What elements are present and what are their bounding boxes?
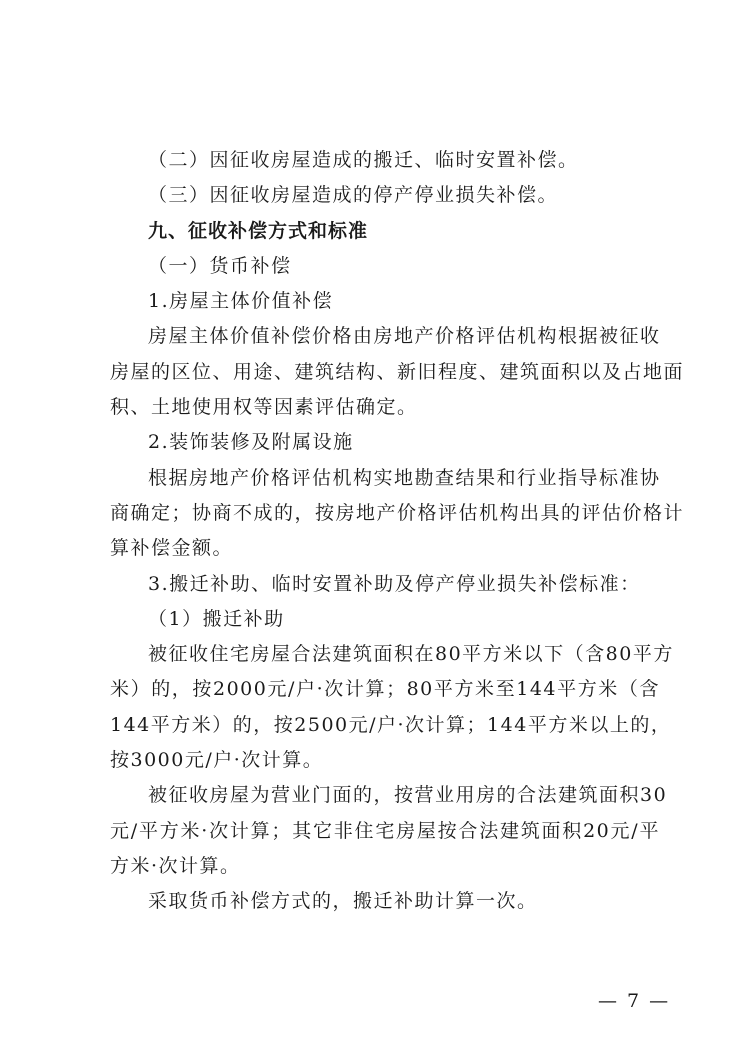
- section-heading-compensation-methods: 九、征收补偿方式和标准: [148, 219, 369, 242]
- paragraph-line: 商确定；协商不成的，按房地产价格评估机构出具的评估价格计: [110, 501, 685, 524]
- paragraph-line: 按3000元/户·次计算。: [110, 749, 324, 772]
- item-heading-house-value: 1.房屋主体价值补偿: [148, 290, 334, 313]
- page-number: — 7 —: [598, 990, 671, 1012]
- paragraph-relocation-compensation: （二）因征收房屋造成的搬迁、临时安置补偿。: [148, 149, 579, 171]
- document-body: [110, 143, 685, 920]
- subheading-monetary-compensation: （一）货币补偿: [148, 254, 292, 277]
- item-heading-subsidy-standards: 3.搬迁补助、临时安置补助及停产停业损失补偿标准：: [148, 572, 641, 595]
- subitem-heading-relocation-subsidy: （1）搬迁补助: [148, 607, 285, 630]
- paragraph-line: 被征收住宅房屋合法建筑面积在80平方米以下（含80平方: [148, 643, 674, 666]
- paragraph-line: 米）的，按2000元/户·次计算；80平方米至144平方米（含: [110, 678, 660, 701]
- paragraph-line: 采取货币补偿方式的，搬迁补助计算一次。: [148, 890, 538, 913]
- item-heading-decoration: 2.装饰装修及附属设施: [148, 431, 354, 454]
- paragraph-line: 算补偿金额。: [110, 537, 234, 560]
- paragraph-line: 房屋的区位、用途、建筑结构、新旧程度、建筑面积以及占地面: [110, 360, 685, 383]
- paragraph-line: 积、土地使用权等因素评估确定。: [110, 396, 418, 419]
- paragraph-line: 方米·次计算。: [110, 854, 241, 877]
- paragraph-line: 元/平方米·次计算；其它非住宅房屋按合法建筑面积20元/平: [110, 819, 660, 842]
- paragraph-line: 根据房地产价格评估机构实地勘查结果和行业指导标准协: [148, 466, 661, 489]
- paragraph-line: 房屋主体价值补偿价格由房地产价格评估机构根据被征收: [148, 325, 661, 348]
- paragraph-line: 被征收房屋为营业门面的，按营业用房的合法建筑面积30: [148, 784, 668, 807]
- paragraph-line: 144平方米）的，按2500元/户·次计算；144平方米以上的，: [110, 713, 672, 736]
- paragraph-business-loss-compensation: （三）因征收房屋造成的停产停业损失补偿。: [148, 184, 559, 207]
